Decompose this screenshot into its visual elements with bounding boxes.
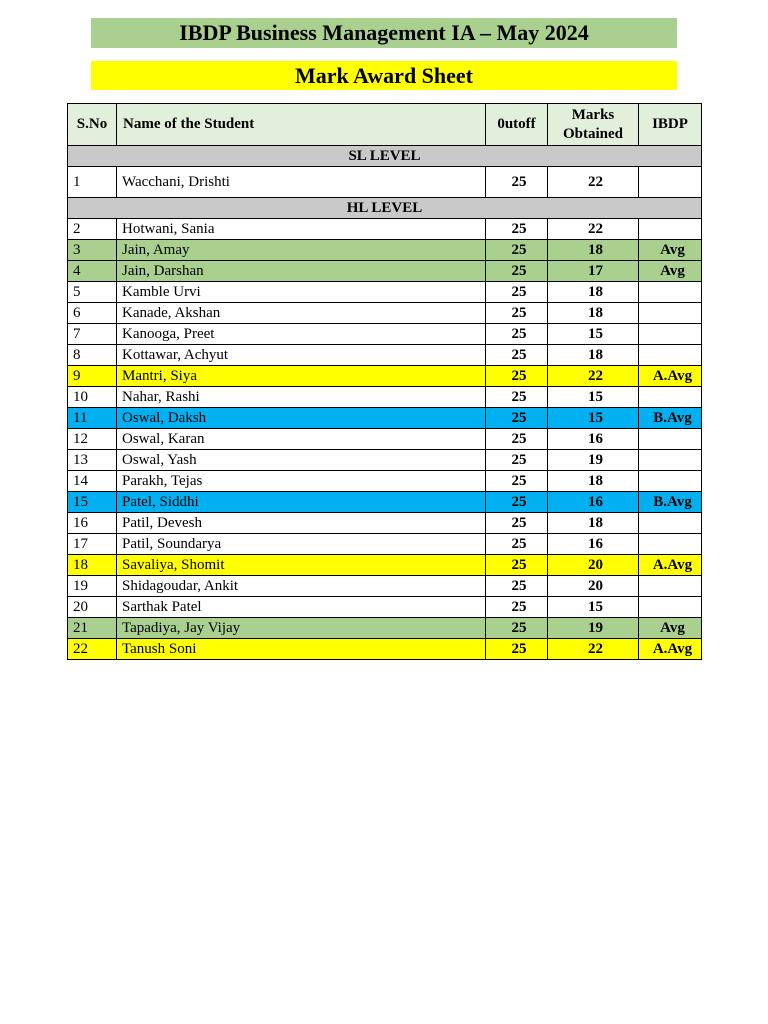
- cell-ibdp: [639, 303, 702, 324]
- cell-marks-obtained: 15: [548, 408, 639, 429]
- cell-sno: 1: [68, 167, 117, 198]
- cell-outoff: 25: [486, 555, 548, 576]
- cell-sno: 7: [68, 324, 117, 345]
- cell-student-name: Patel, Siddhi: [117, 492, 486, 513]
- cell-sno: 9: [68, 366, 117, 387]
- table-row: [68, 219, 702, 240]
- cell-ibdp: [639, 429, 702, 450]
- cell-student-name: Patil, Soundarya: [117, 534, 486, 555]
- cell-ibdp: B.Avg: [639, 408, 702, 429]
- cell-outoff: 25: [486, 408, 548, 429]
- cell-sno: 11: [68, 408, 117, 429]
- cell-student-name: Savaliya, Shomit: [117, 555, 486, 576]
- cell-student-name: Mantri, Siya: [117, 366, 486, 387]
- cell-outoff: 25: [486, 450, 548, 471]
- cell-outoff: 25: [486, 471, 548, 492]
- cell-sno: 14: [68, 471, 117, 492]
- table-row: [68, 450, 702, 471]
- cell-marks-obtained: 16: [548, 534, 639, 555]
- cell-ibdp: [639, 534, 702, 555]
- cell-marks-obtained: 22: [548, 219, 639, 240]
- table-row: [68, 345, 702, 366]
- cell-sno: 18: [68, 555, 117, 576]
- header-marks-obtained: Marks Obtained: [548, 104, 639, 146]
- table-row: [68, 282, 702, 303]
- cell-outoff: 25: [486, 261, 548, 282]
- cell-outoff: 25: [486, 429, 548, 450]
- section-label-hl: HL LEVEL: [68, 198, 702, 219]
- table-row: [68, 240, 702, 261]
- cell-ibdp: [639, 324, 702, 345]
- cell-student-name: Jain, Amay: [117, 240, 486, 261]
- cell-ibdp: [639, 471, 702, 492]
- cell-marks-obtained: 15: [548, 597, 639, 618]
- cell-ibdp: [639, 282, 702, 303]
- cell-student-name: Shidagoudar, Ankit: [117, 576, 486, 597]
- cell-sno: 22: [68, 639, 117, 660]
- cell-sno: 20: [68, 597, 117, 618]
- document-title: IBDP Business Management IA – May 2024: [91, 18, 677, 48]
- table-row: [68, 492, 702, 513]
- table-row: [68, 303, 702, 324]
- cell-student-name: Tapadiya, Jay Vijay: [117, 618, 486, 639]
- table-row: [68, 167, 702, 198]
- cell-marks-obtained: 15: [548, 387, 639, 408]
- cell-outoff: 25: [486, 282, 548, 303]
- cell-sno: 6: [68, 303, 117, 324]
- cell-sno: 8: [68, 345, 117, 366]
- cell-ibdp: A.Avg: [639, 639, 702, 660]
- section-row-sl: [68, 146, 702, 167]
- cell-student-name: Jain, Darshan: [117, 261, 486, 282]
- marks-table: [67, 103, 702, 660]
- table-header-row: [68, 104, 702, 146]
- cell-marks-obtained: 18: [548, 471, 639, 492]
- cell-sno: 2: [68, 219, 117, 240]
- cell-marks-obtained: 19: [548, 618, 639, 639]
- cell-marks-obtained: 22: [548, 167, 639, 198]
- cell-ibdp: Avg: [639, 618, 702, 639]
- cell-marks-obtained: 18: [548, 240, 639, 261]
- table-row: [68, 534, 702, 555]
- cell-marks-obtained: 17: [548, 261, 639, 282]
- cell-student-name: Wacchani, Drishti: [117, 167, 486, 198]
- cell-student-name: Kanooga, Preet: [117, 324, 486, 345]
- cell-sno: 21: [68, 618, 117, 639]
- sheet-subtitle: Mark Award Sheet: [91, 61, 677, 90]
- cell-student-name: Tanush Soni: [117, 639, 486, 660]
- table-row: [68, 261, 702, 282]
- header-student-name: Name of the Student: [117, 104, 486, 146]
- header-sno: S.No: [68, 104, 117, 146]
- table-row: [68, 471, 702, 492]
- cell-outoff: 25: [486, 639, 548, 660]
- cell-ibdp: [639, 513, 702, 534]
- cell-marks-obtained: 18: [548, 513, 639, 534]
- cell-student-name: Sarthak Patel: [117, 597, 486, 618]
- table-row: [68, 387, 702, 408]
- table-row: [68, 555, 702, 576]
- cell-student-name: Kanade, Akshan: [117, 303, 486, 324]
- cell-sno: 3: [68, 240, 117, 261]
- table-row: [68, 618, 702, 639]
- table-row: [68, 576, 702, 597]
- header-outoff: 0utoff: [486, 104, 548, 146]
- cell-marks-obtained: 22: [548, 366, 639, 387]
- header-ibdp: IBDP: [639, 104, 702, 146]
- cell-outoff: 25: [486, 324, 548, 345]
- cell-outoff: 25: [486, 534, 548, 555]
- cell-sno: 12: [68, 429, 117, 450]
- cell-marks-obtained: 18: [548, 282, 639, 303]
- cell-outoff: 25: [486, 387, 548, 408]
- cell-sno: 4: [68, 261, 117, 282]
- cell-ibdp: Avg: [639, 240, 702, 261]
- cell-ibdp: [639, 597, 702, 618]
- cell-outoff: 25: [486, 513, 548, 534]
- table-body: [68, 146, 702, 660]
- cell-outoff: 25: [486, 576, 548, 597]
- cell-student-name: Patil, Devesh: [117, 513, 486, 534]
- cell-student-name: Kottawar, Achyut: [117, 345, 486, 366]
- cell-outoff: 25: [486, 303, 548, 324]
- table-row: [68, 429, 702, 450]
- cell-marks-obtained: 16: [548, 429, 639, 450]
- cell-outoff: 25: [486, 597, 548, 618]
- cell-ibdp: [639, 387, 702, 408]
- cell-sno: 10: [68, 387, 117, 408]
- cell-ibdp: A.Avg: [639, 366, 702, 387]
- cell-student-name: Parakh, Tejas: [117, 471, 486, 492]
- cell-ibdp: [639, 167, 702, 198]
- cell-ibdp: Avg: [639, 261, 702, 282]
- cell-outoff: 25: [486, 618, 548, 639]
- cell-marks-obtained: 22: [548, 639, 639, 660]
- cell-ibdp: [639, 450, 702, 471]
- cell-sno: 17: [68, 534, 117, 555]
- cell-marks-obtained: 15: [548, 324, 639, 345]
- cell-outoff: 25: [486, 240, 548, 261]
- cell-sno: 19: [68, 576, 117, 597]
- cell-student-name: Kamble Urvi: [117, 282, 486, 303]
- section-row-hl: [68, 198, 702, 219]
- cell-ibdp: [639, 576, 702, 597]
- cell-marks-obtained: 20: [548, 555, 639, 576]
- cell-student-name: Hotwani, Sania: [117, 219, 486, 240]
- cell-outoff: 25: [486, 219, 548, 240]
- cell-ibdp: [639, 219, 702, 240]
- cell-ibdp: [639, 345, 702, 366]
- cell-marks-obtained: 19: [548, 450, 639, 471]
- cell-sno: 5: [68, 282, 117, 303]
- table-row: [68, 408, 702, 429]
- cell-ibdp: B.Avg: [639, 492, 702, 513]
- table-row: [68, 366, 702, 387]
- cell-marks-obtained: 18: [548, 345, 639, 366]
- cell-outoff: 25: [486, 167, 548, 198]
- section-label-sl: SL LEVEL: [68, 146, 702, 167]
- cell-sno: 16: [68, 513, 117, 534]
- table-row: [68, 639, 702, 660]
- cell-outoff: 25: [486, 366, 548, 387]
- cell-marks-obtained: 20: [548, 576, 639, 597]
- cell-student-name: Oswal, Yash: [117, 450, 486, 471]
- cell-student-name: Nahar, Rashi: [117, 387, 486, 408]
- cell-marks-obtained: 16: [548, 492, 639, 513]
- cell-marks-obtained: 18: [548, 303, 639, 324]
- table-row: [68, 324, 702, 345]
- cell-ibdp: A.Avg: [639, 555, 702, 576]
- cell-student-name: Oswal, Karan: [117, 429, 486, 450]
- cell-student-name: Oswal, Daksh: [117, 408, 486, 429]
- table-row: [68, 513, 702, 534]
- cell-sno: 15: [68, 492, 117, 513]
- cell-outoff: 25: [486, 345, 548, 366]
- table-row: [68, 597, 702, 618]
- cell-outoff: 25: [486, 492, 548, 513]
- cell-sno: 13: [68, 450, 117, 471]
